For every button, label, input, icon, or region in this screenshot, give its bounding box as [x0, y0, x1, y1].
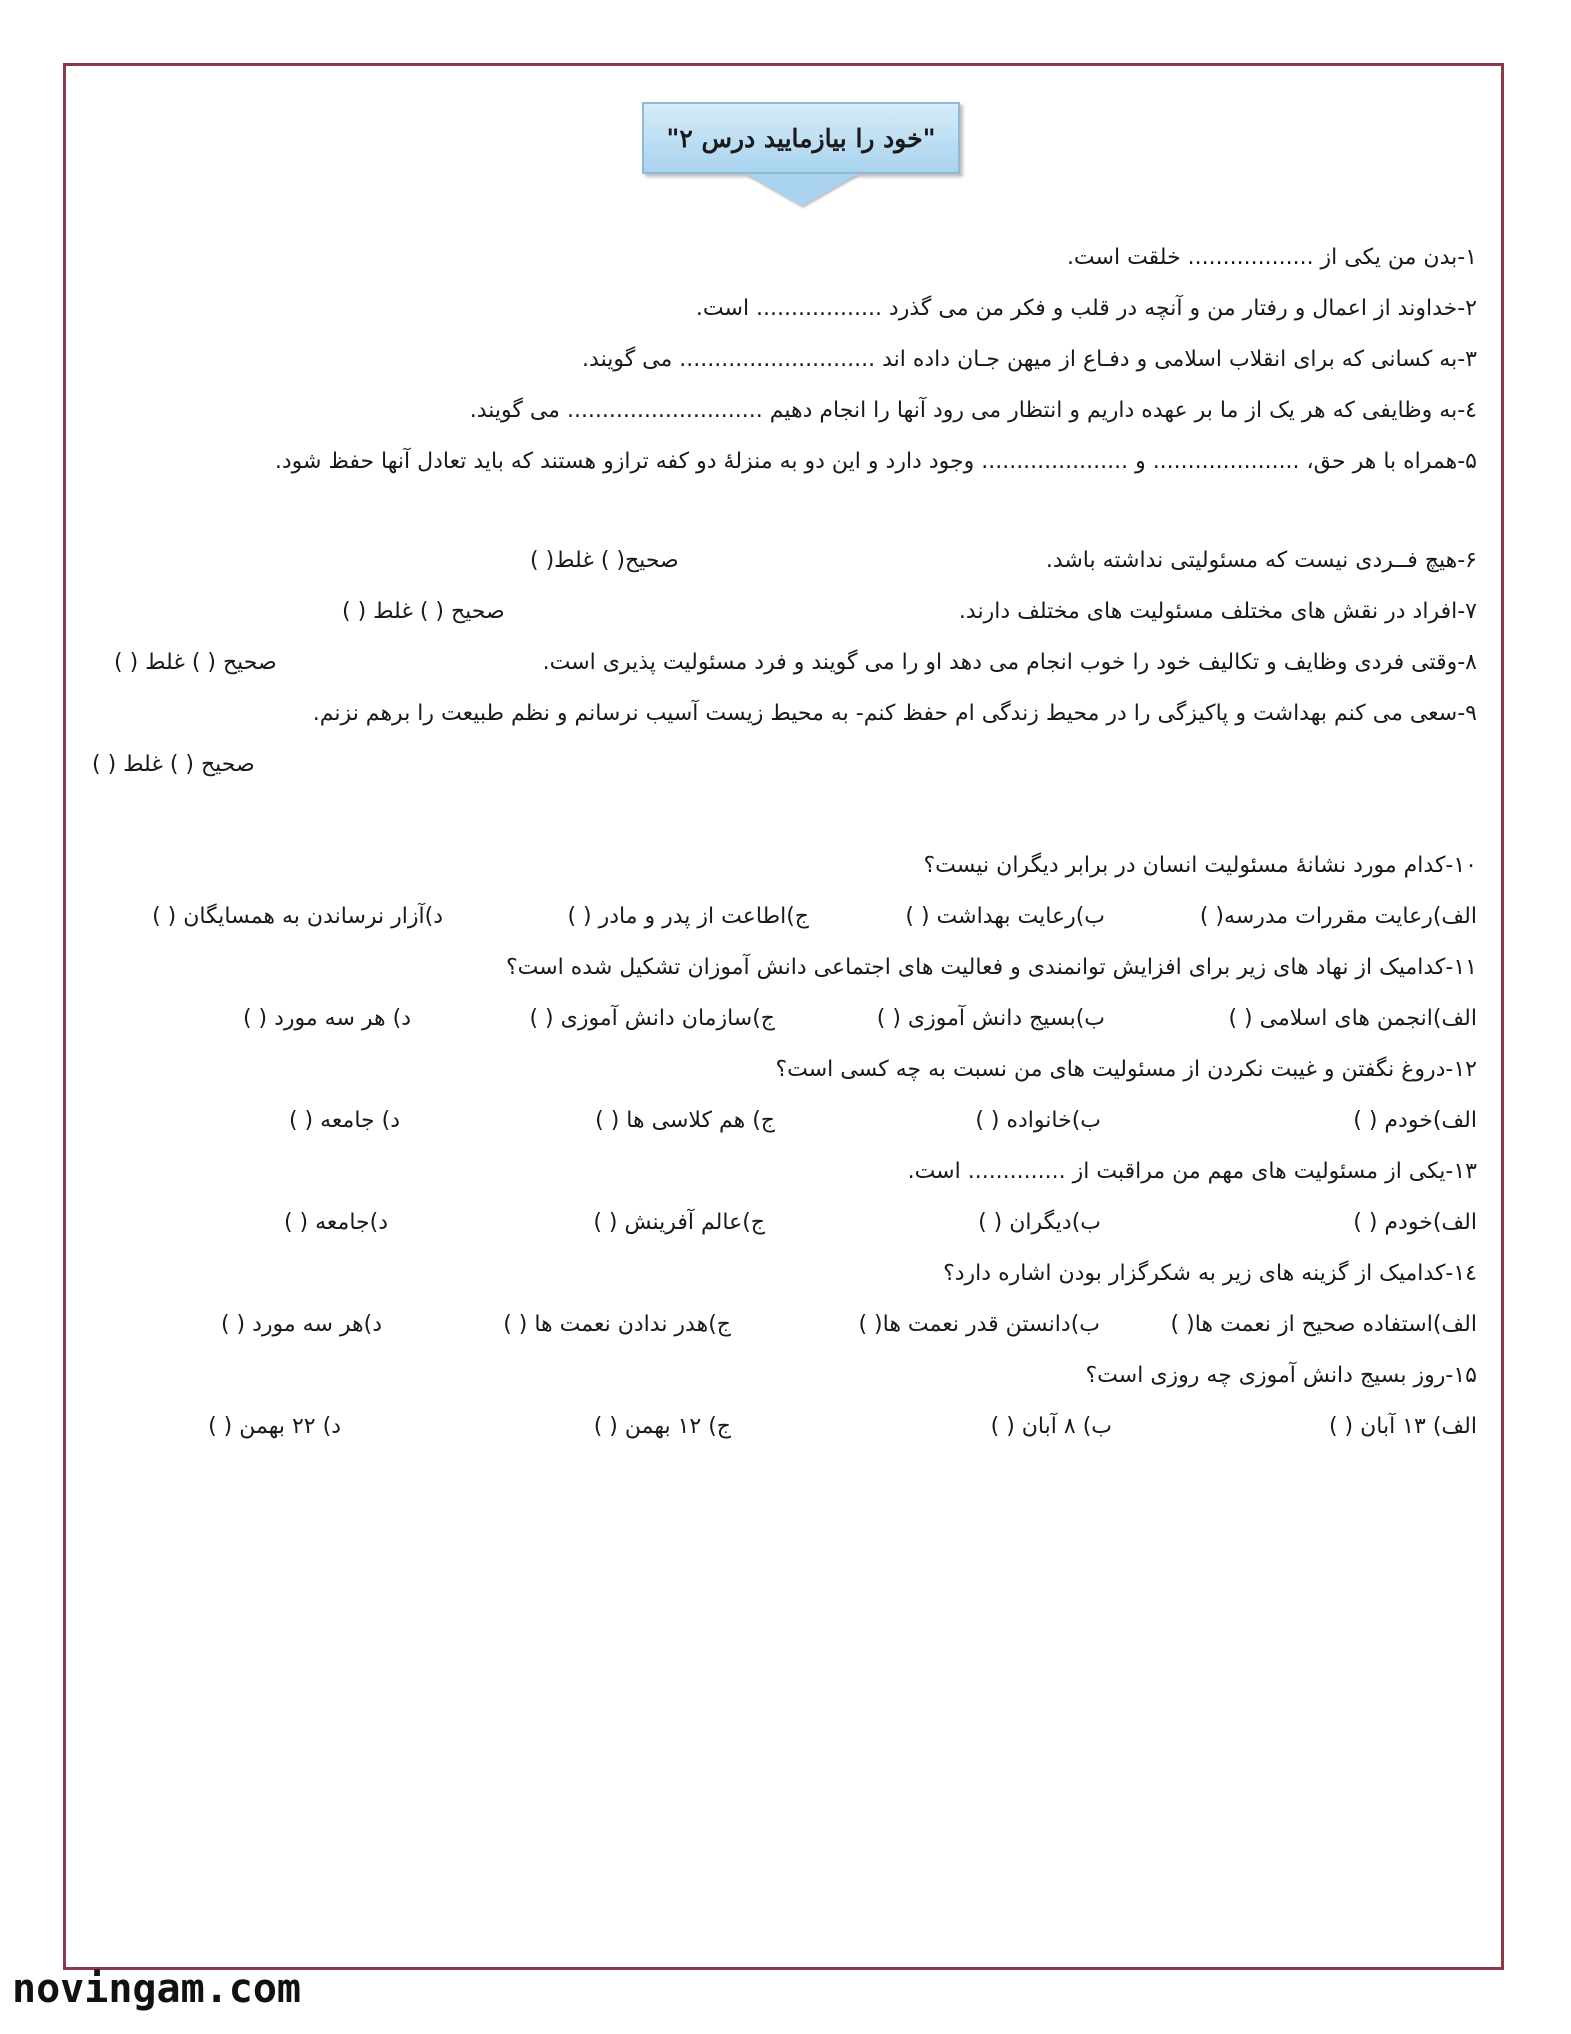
q12-option-d: د) جامعه ( ) [288, 1108, 400, 1133]
question-11: ۱۱-کدامیک از نهاد های زیر برای افزایش توانمندی و فعالیت های اجتماعی دانش آموزان تشکیل شده است؟ [505, 955, 1477, 980]
question-1: ۱-بدن من یکی از .................. خلقت است. [1066, 245, 1477, 270]
q14-option-c: ج)هدر ندادن نعمت ها ( ) [503, 1312, 731, 1337]
q15-option-d: د) ۲۲ بهمن ( ) [208, 1414, 341, 1439]
title-banner [642, 102, 960, 212]
question-6-answers: صحیح( ) غلط( ) [530, 548, 679, 573]
q12-option-b: ب)خانواده ( ) [975, 1108, 1101, 1133]
question-2: ۲-خداوند از اعمال و رفتار من و آنچه در قلب و فکر من می گذرد .................. است. [695, 296, 1477, 321]
site-watermark: novingam.com [12, 1966, 301, 2012]
q13-option-d: د)جامعه ( ) [283, 1210, 388, 1235]
question-4: ٤-به وظایفی که هر یک از ما بر عهده داریم و انتظار می رود آنها را انجام دهیم ............................ می گویند. [469, 398, 1477, 423]
q10-option-d: د)آزار نرساندن به همسایگان ( ) [152, 904, 443, 929]
question-8-answers: صحیح ( ) غلط ( ) [114, 650, 277, 675]
q15-option-b: ب) ۸ آبان ( ) [990, 1414, 1112, 1439]
q13-option-a: الف)خودم ( ) [1353, 1210, 1477, 1235]
q15-option-c: ج) ۱۲ بهمن ( ) [593, 1414, 731, 1439]
q13-option-b: ب)دیگران ( ) [978, 1210, 1101, 1235]
question-15: ۱۵-روز بسیج دانش آموزی چه روزی است؟ [1085, 1363, 1477, 1388]
q12-option-a: الف)خودم ( ) [1353, 1108, 1477, 1133]
q10-option-a: الف)رعایت مقررات مدرسه( ) [1199, 904, 1477, 929]
q12-option-c: ج) هم کلاسی ها ( ) [595, 1108, 775, 1133]
question-8: ۸-وقتی فردی وظایف و تکالیف خود را خوب انجام می دهد او را می گویند و فرد مسئولیت پذیری است. [542, 650, 1477, 675]
question-9-answers: صحیح ( ) غلط ( ) [92, 752, 255, 777]
q11-option-a: الف)انجمن های اسلامی ( ) [1228, 1006, 1477, 1031]
q10-option-b: ب)رعایت بهداشت ( ) [905, 904, 1105, 929]
q10-option-c: ج)اطاعت از پدر و مادر ( ) [567, 904, 809, 929]
q14-option-a: الف)استفاده صحیح از نعمت ها( ) [1170, 1312, 1477, 1337]
page-title: "خود را بیازمایید درس ۲" [642, 102, 960, 174]
question-6: ۶-هیچ فــردی نیست که مسئولیتی نداشته باشد. [1045, 548, 1477, 573]
q11-option-d: د) هر سه مورد ( ) [242, 1006, 411, 1031]
question-12: ۱۲-دروغ نگفتن و غیبت نکردن از مسئولیت های من نسبت به چه کسی است؟ [775, 1057, 1477, 1082]
question-5: ۵-همراه با هر حق، ..................... و ..................... وجود دارد و این دو به منزلهٔ دو کفه ترازو هستند که باید تعادل آنها حفظ شود. [274, 449, 1477, 474]
q14-option-d: د)هر سه مورد ( ) [220, 1312, 382, 1337]
q11-option-b: ب)بسیج دانش آموزی ( ) [876, 1006, 1105, 1031]
question-14: ۱٤-کدامیک از گزینه های زیر به شکرگزار بودن اشاره دارد؟ [943, 1261, 1477, 1286]
q15-option-a: الف) ۱۳ آبان ( ) [1328, 1414, 1477, 1439]
q13-option-c: ج)عالم آفرینش ( ) [593, 1210, 765, 1235]
down-arrow-icon [746, 174, 858, 206]
question-7-answers: صحیح ( ) غلط ( ) [342, 599, 505, 624]
question-10: ۱۰-کدام مورد نشانهٔ مسئولیت انسان در برابر دیگران نیست؟ [923, 853, 1477, 878]
question-13: ۱۳-یکی از مسئولیت های مهم من مراقبت از .............. است. [907, 1159, 1477, 1184]
question-9: ۹-سعی می کنم بهداشت و پاکیزگی را در محیط زندگی ام حفظ کنم- به محیط زیست آسیب نرسانم و نظم طبیعت را برهم نزنم. [312, 701, 1477, 726]
q11-option-c: ج)سازمان دانش آموزی ( ) [529, 1006, 775, 1031]
question-7: ۷-افراد در نقش های مختلف مسئولیت های مختلف دارند. [958, 599, 1477, 624]
question-3: ۳-به کسانی که برای انقلاب اسلامی و دفـاع از میهن جـان داده اند ............................ می گویند. [582, 347, 1477, 372]
q14-option-b: ب)دانستن قدر نعمت ها( ) [858, 1312, 1100, 1337]
